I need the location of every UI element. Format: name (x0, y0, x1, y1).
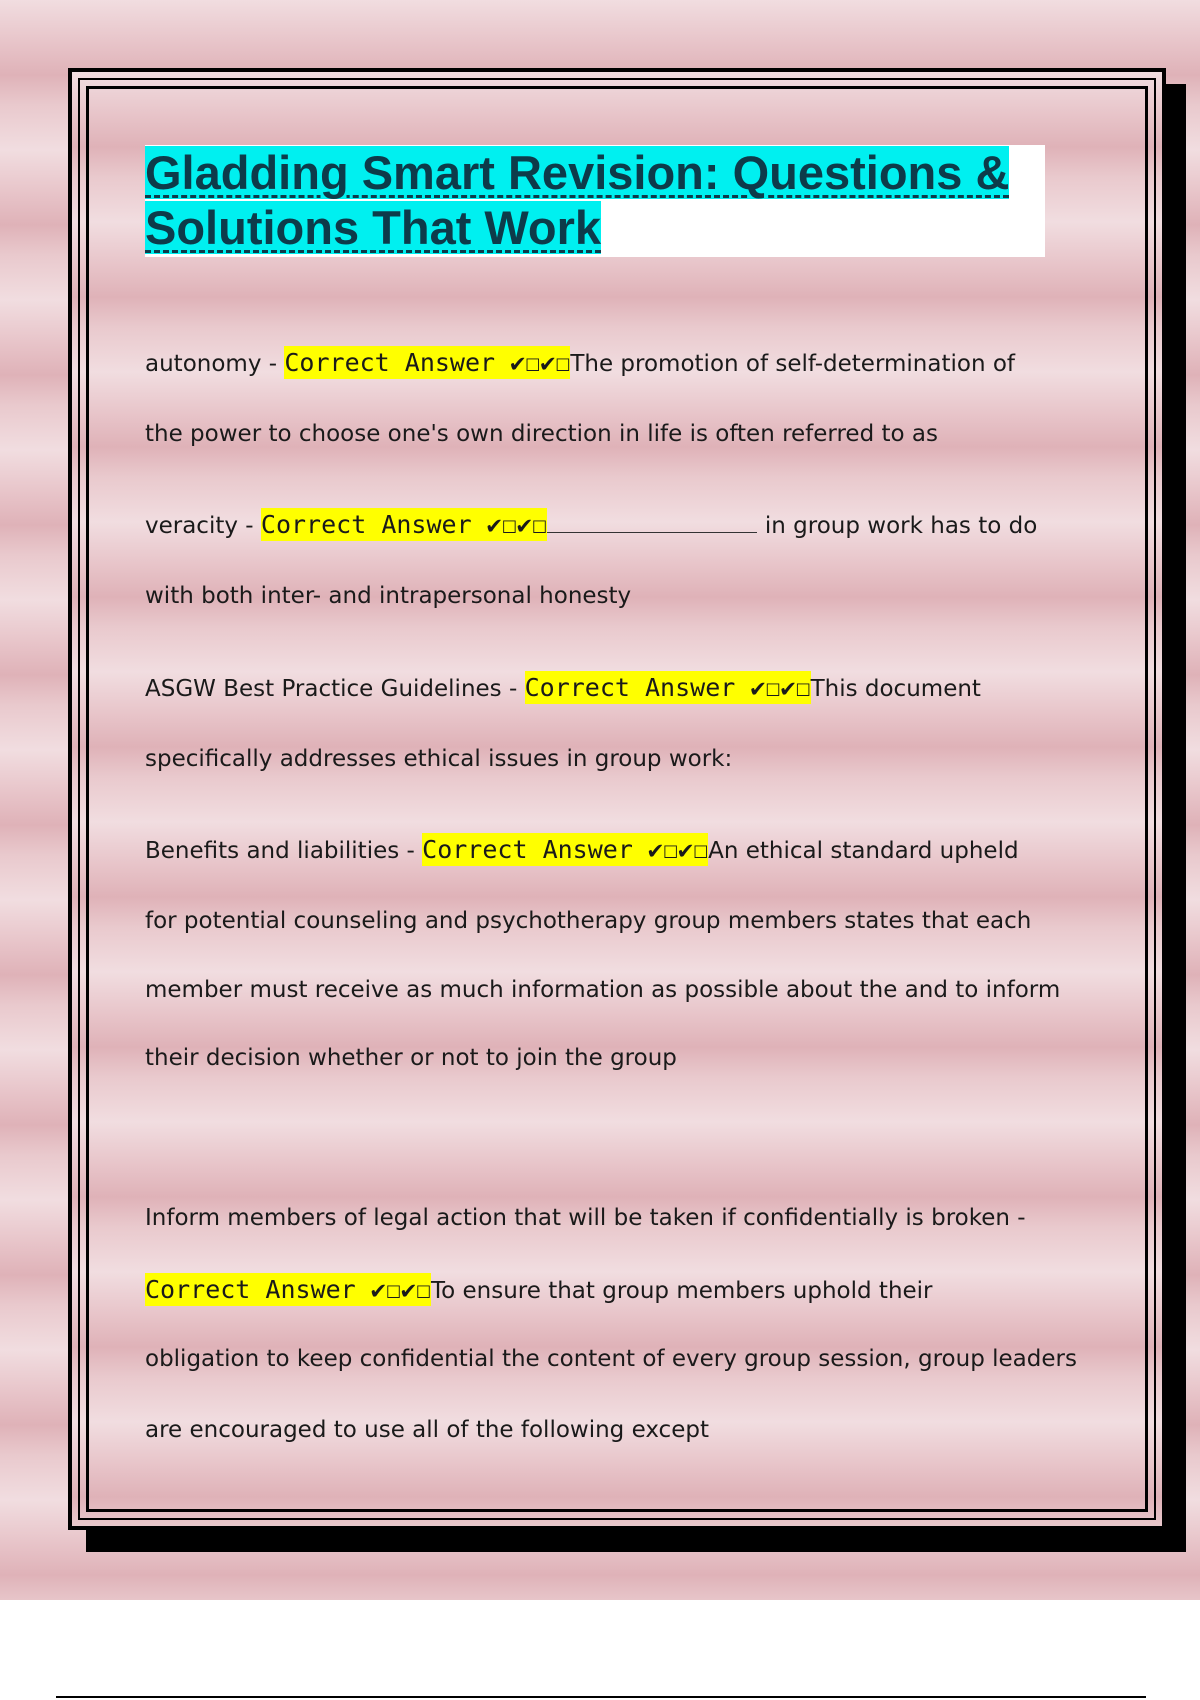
document-title-text: Gladding Smart Revision: Questions & Solutions That Work (145, 146, 1010, 254)
qa-line: obligation to keep confidential the content of every group session, group leaders (145, 1346, 1077, 1372)
qa-term: Benefits and liabilities - (145, 838, 423, 864)
qa-term: veracity - (145, 513, 261, 539)
blank-line (547, 514, 757, 533)
correct-answer-label: Correct Answer ✔☐✔☐ (260, 510, 547, 539)
qa-line: specifically addresses ethical issues in group work: (145, 746, 733, 772)
bottom-divider (56, 1696, 1146, 1698)
qa-line: for potential counseling and psychotherapy group members states that each (145, 908, 1032, 934)
qa-answer-text: This document (810, 676, 981, 702)
document-title (145, 145, 1045, 255)
qa-line: Inform members of legal action that will be taken if confidentially is broken - (145, 1205, 1026, 1231)
qa-line: the power to choose one's own direction in life is often referred to as (145, 421, 938, 447)
qa-answer-text: To ensure that group members uphold their (430, 1278, 933, 1304)
qa-term: autonomy - (145, 351, 285, 377)
qa-line: with both inter- and intrapersonal honesty (145, 583, 632, 609)
qa-answer-text: An ethical standard upheld (708, 838, 1019, 864)
qa-line (145, 510, 1037, 539)
correct-answer-label: Correct Answer ✔☐✔☐ (145, 1275, 431, 1304)
qa-answer-text: The promotion of self-determination of (570, 351, 1016, 377)
correct-answer-label: Correct Answer ✔☐✔☐ (524, 673, 811, 702)
qa-term: ASGW Best Practice Guidelines - (145, 676, 525, 702)
qa-line (145, 835, 1019, 864)
qa-line (145, 1275, 933, 1304)
page-frame (68, 68, 1166, 1530)
qa-line: their decision whether or not to join the group (145, 1045, 677, 1071)
correct-answer-label: Correct Answer ✔☐✔☐ (422, 835, 709, 864)
qa-line: are encouraged to use all of the following except (145, 1417, 709, 1443)
qa-line (145, 348, 1015, 377)
qa-answer-text: in group work has to do (764, 513, 1038, 539)
correct-answer-label: Correct Answer ✔☐✔☐ (284, 348, 571, 377)
qa-line (145, 673, 981, 702)
qa-line: member must receive as much information as possible about the and to inform (145, 977, 1061, 1003)
